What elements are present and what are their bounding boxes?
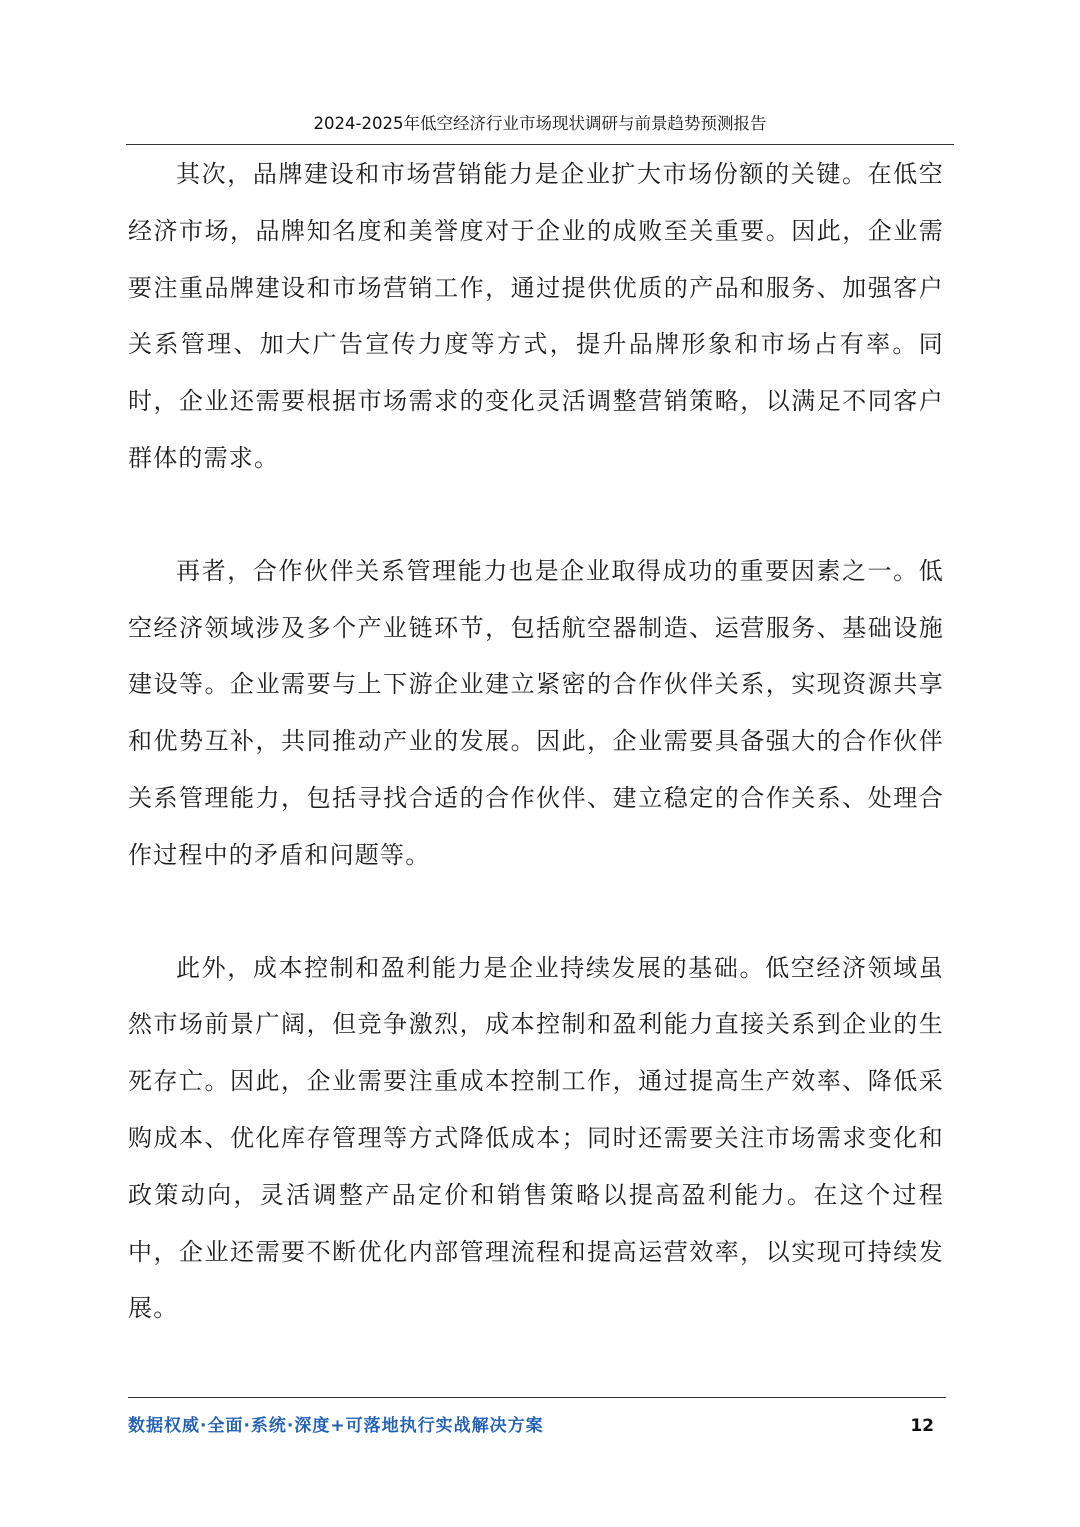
body-content: [128, 146, 944, 1337]
page-number: 12: [910, 1416, 934, 1436]
page-header: [126, 110, 954, 145]
paragraph-spacer: [128, 884, 944, 940]
footer-slogan: 数据权威·全面·系统·深度+可落地执行实战解决方案: [128, 1416, 544, 1436]
paragraph-partner-management: 再者，合作伙伴关系管理能力也是企业取得成功的重要因素之一。低空经济领域涉及多个产业链环节，包括航空器制造、运营服务、基础设施建设等。企业需要与上下游企业建立紧密的合作伙伴关系，实现资源共享和优势互补，共同推动产业的发展。因此，企业需要具备强大的合作伙伴关系管理能力，包括寻找合适的合作伙伴、建立稳定的合作关系、处理合作过程中的矛盾和问题等。: [128, 556, 944, 869]
paragraph-brand-marketing: 其次，品牌建设和市场营销能力是企业扩大市场份额的关键。在低空经济市场，品牌知名度和美誉度对于企业的成败至关重要。因此，企业需要注重品牌建设和市场营销工作，通过提供优质的产品和服务、加强客户关系管理、加大广告宣传力度等方式，提升品牌形象和市场占有率。同时，企业还需要根据市场需求的变化灵活调整营销策略，以满足不同客户群体的需求。: [128, 160, 944, 472]
footer-divider: [128, 1397, 946, 1398]
paragraph-cost-profit: 此外，成本控制和盈利能力是企业持续发展的基础。低空经济领域虽然市场前景广阔，但竞争激烈，成本控制和盈利能力直接关系到企业的生死存亡。因此，企业需要注重成本控制工作，通过提高生产效率、降低采购成本、优化库存管理等方式降低成本；同时还需要关注市场需求变化和政策动向，灵活调整产品定价和销售策略以提高盈利能力。在这个过程中，企业还需要不断优化内部管理流程和提高运营效率，以实现可持续发展。: [128, 953, 944, 1323]
report-title: 2024-2025年低空经济行业市场现状调研与前景趋势预测报告: [313, 114, 767, 133]
paragraph-spacer: [128, 487, 944, 543]
